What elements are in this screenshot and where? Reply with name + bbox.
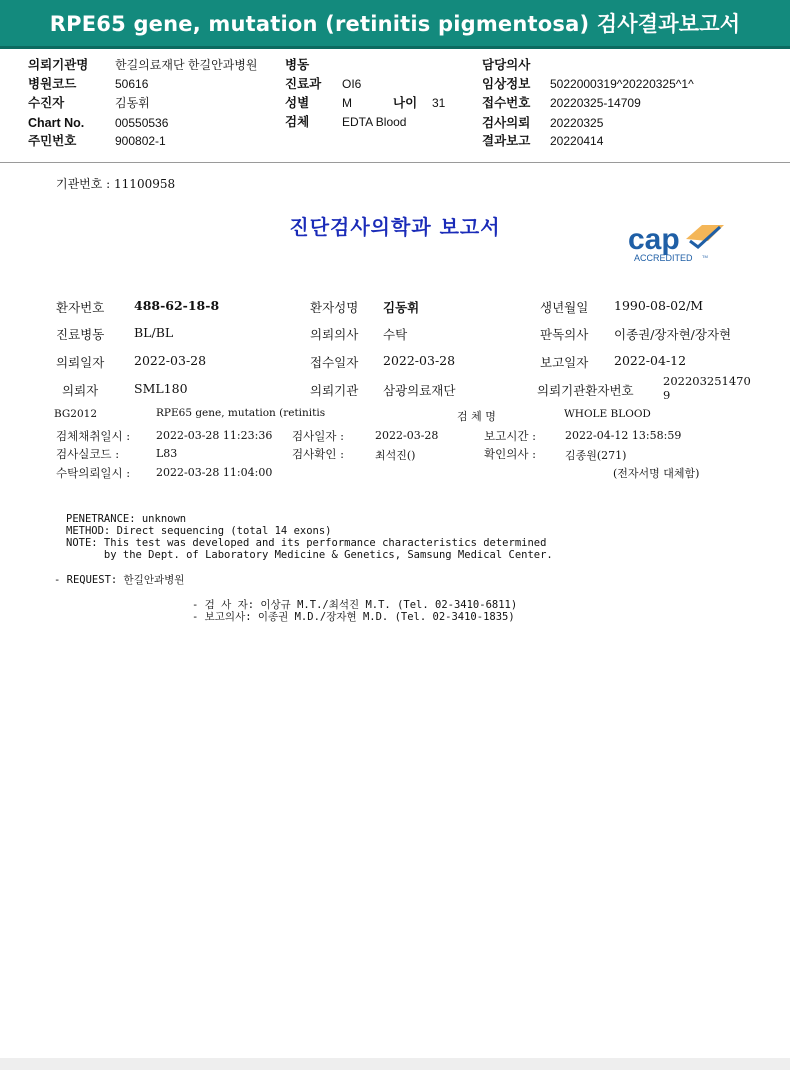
header-info — [0, 49, 790, 163]
age-label: 나이 — [393, 96, 418, 110]
clinical-info-value: 5022000319^20220325^1^ — [550, 77, 694, 91]
request-doctor-value: 수탁 — [383, 327, 408, 342]
esign-note: (전자서명 대체함) — [613, 467, 700, 480]
reading-doctor-label: 판독의사 — [540, 327, 589, 342]
receive-date-label: 접수일자 — [310, 355, 359, 370]
test-request-label: 검사의뢰 — [482, 116, 531, 130]
hospital-code-label: 병원코드 — [28, 77, 77, 91]
birth-label: 생년월일 — [540, 300, 589, 315]
receipt-no-label: 접수번호 — [482, 96, 531, 110]
org-patient-no-label: 의뢰기관환자번호 — [537, 383, 634, 398]
chart-no-label: Chart No. — [28, 116, 85, 130]
dept-value: OI6 — [342, 77, 362, 91]
note-line: by the Dept. of Laboratory Medicine & Genetics, Samsung Medical Center. — [66, 549, 553, 561]
referral-org-value: 한길의료재단 한길안과병원 — [115, 58, 258, 72]
patient-name-value: 김동휘 — [383, 300, 420, 315]
page-footer-bar — [0, 1058, 790, 1070]
test-request-value: 20220325 — [550, 116, 604, 130]
clinical-info-label: 임상정보 — [482, 77, 531, 91]
ward-label-2: 진료병동 — [56, 327, 105, 342]
request-doctor-label: 의뢰의사 — [310, 327, 359, 342]
signer-line: - 보고의사: 이종권 M.D./장자현 M.D. (Tel. 02-3410-1835) — [192, 611, 515, 623]
chart-no-value: 00550536 — [115, 116, 169, 130]
specimen-label: 검체 — [285, 115, 310, 129]
sex-value: M — [342, 96, 352, 110]
receipt-no-value: 20220325-14709 — [550, 96, 641, 110]
lab-code-label: 검사실코드 : — [56, 447, 120, 461]
request-org-label: 의뢰기관 — [310, 383, 359, 398]
age-value: 31 — [432, 96, 446, 110]
confirm-doctor-label: 확인의사 : — [484, 447, 536, 461]
patient-value: 김동휘 — [115, 96, 150, 110]
test-name: RPE65 gene, mutation (retinitis — [156, 407, 326, 419]
report-title: 진단검사의학과 보고서 — [289, 215, 501, 239]
hospital-code-value: 50616 — [115, 77, 149, 91]
lab-code-value: L83 — [156, 447, 178, 460]
confirm-doctor-value: 김종원(271) — [565, 449, 627, 462]
ward-value-2: BL/BL — [134, 325, 174, 340]
collect-value: 2022-03-28 11:23:36 — [156, 429, 273, 442]
specimen-name-value: WHOLE BLOOD — [564, 408, 651, 420]
specimen-name-label: 검 체 명 — [457, 410, 496, 423]
result-report-label: 결과보고 — [482, 134, 531, 148]
report-banner-title: RPE65 gene, mutation (retinitis pigmentosa) 검사결과보고서 — [0, 0, 790, 49]
cap-logo-accredited: ACCREDITED — [634, 253, 693, 263]
patient-label: 수진자 — [28, 96, 65, 110]
note-line: PENETRANCE: unknown — [66, 513, 187, 525]
test-code: BG2012 — [54, 408, 98, 420]
specimen-value: EDTA Blood — [342, 115, 407, 129]
test-check-value: 최석진() — [375, 449, 416, 462]
report-time-value: 2022-04-12 13:58:59 — [565, 429, 682, 442]
result-report-value: 20220414 — [550, 134, 604, 148]
birth-value: 1990-08-02/M — [614, 298, 704, 313]
note-line: METHOD: Direct sequencing (total 14 exons) — [66, 525, 332, 537]
test-check-label: 검사확인 : — [292, 447, 344, 461]
reading-doctor-value: 이종권/장자현/장자현 — [614, 327, 732, 342]
cap-checkmark-icon — [686, 225, 724, 247]
referral-org-label: 의뢰기관명 — [28, 58, 89, 72]
request-date-label: 의뢰일자 — [56, 355, 105, 370]
test-date-value: 2022-03-28 — [375, 429, 439, 442]
signer-line: - 검 사 자: 이상규 M.T./최석진 M.T. (Tel. 02-3410-6811) — [192, 599, 518, 611]
outsource-label: 수탁의뢰일시 : — [56, 466, 131, 480]
requester-value: SML180 — [134, 381, 188, 396]
cap-accredited-logo — [628, 221, 728, 267]
cap-logo-tm: TM — [702, 254, 708, 259]
ward-label: 병동 — [285, 58, 310, 72]
doctor-label: 담당의사 — [482, 58, 531, 72]
note-line: NOTE: This test was developed and its performance characteristics determined — [66, 537, 547, 549]
report-date-label: 보고일자 — [540, 355, 589, 370]
report-time-label: 보고시간 : — [484, 429, 536, 443]
org-patient-no-value-line1: 202203251470 — [663, 374, 751, 388]
report-body — [0, 163, 790, 1058]
patient-name-label: 환자성명 — [310, 300, 359, 315]
rrn-label: 주민번호 — [28, 134, 77, 148]
collect-label: 검체채취일시 : — [56, 429, 131, 443]
patient-no-label: 환자번호 — [56, 300, 105, 315]
receive-date-value: 2022-03-28 — [383, 353, 456, 368]
dept-label: 진료과 — [285, 77, 322, 91]
patient-no-value: 488-62-18-8 — [134, 298, 220, 313]
sex-label: 성별 — [285, 96, 310, 110]
test-date-label: 검사일자 : — [292, 429, 344, 443]
requester-label: 의뢰자 — [62, 383, 99, 398]
outsource-value: 2022-03-28 11:04:00 — [156, 466, 273, 479]
cap-logo-word: cap — [628, 223, 680, 256]
request-line: - REQUEST: 한길안과병원 — [54, 574, 185, 586]
report-date-value: 2022-04-12 — [614, 353, 687, 368]
org-patient-no-value-line2: 9 — [663, 388, 671, 402]
rrn-value: 900802-1 — [115, 134, 166, 148]
request-org-value: 삼광의료재단 — [383, 383, 456, 398]
institution-number: 기관번호 : 11100958 — [56, 177, 176, 191]
request-date-value: 2022-03-28 — [134, 353, 207, 368]
